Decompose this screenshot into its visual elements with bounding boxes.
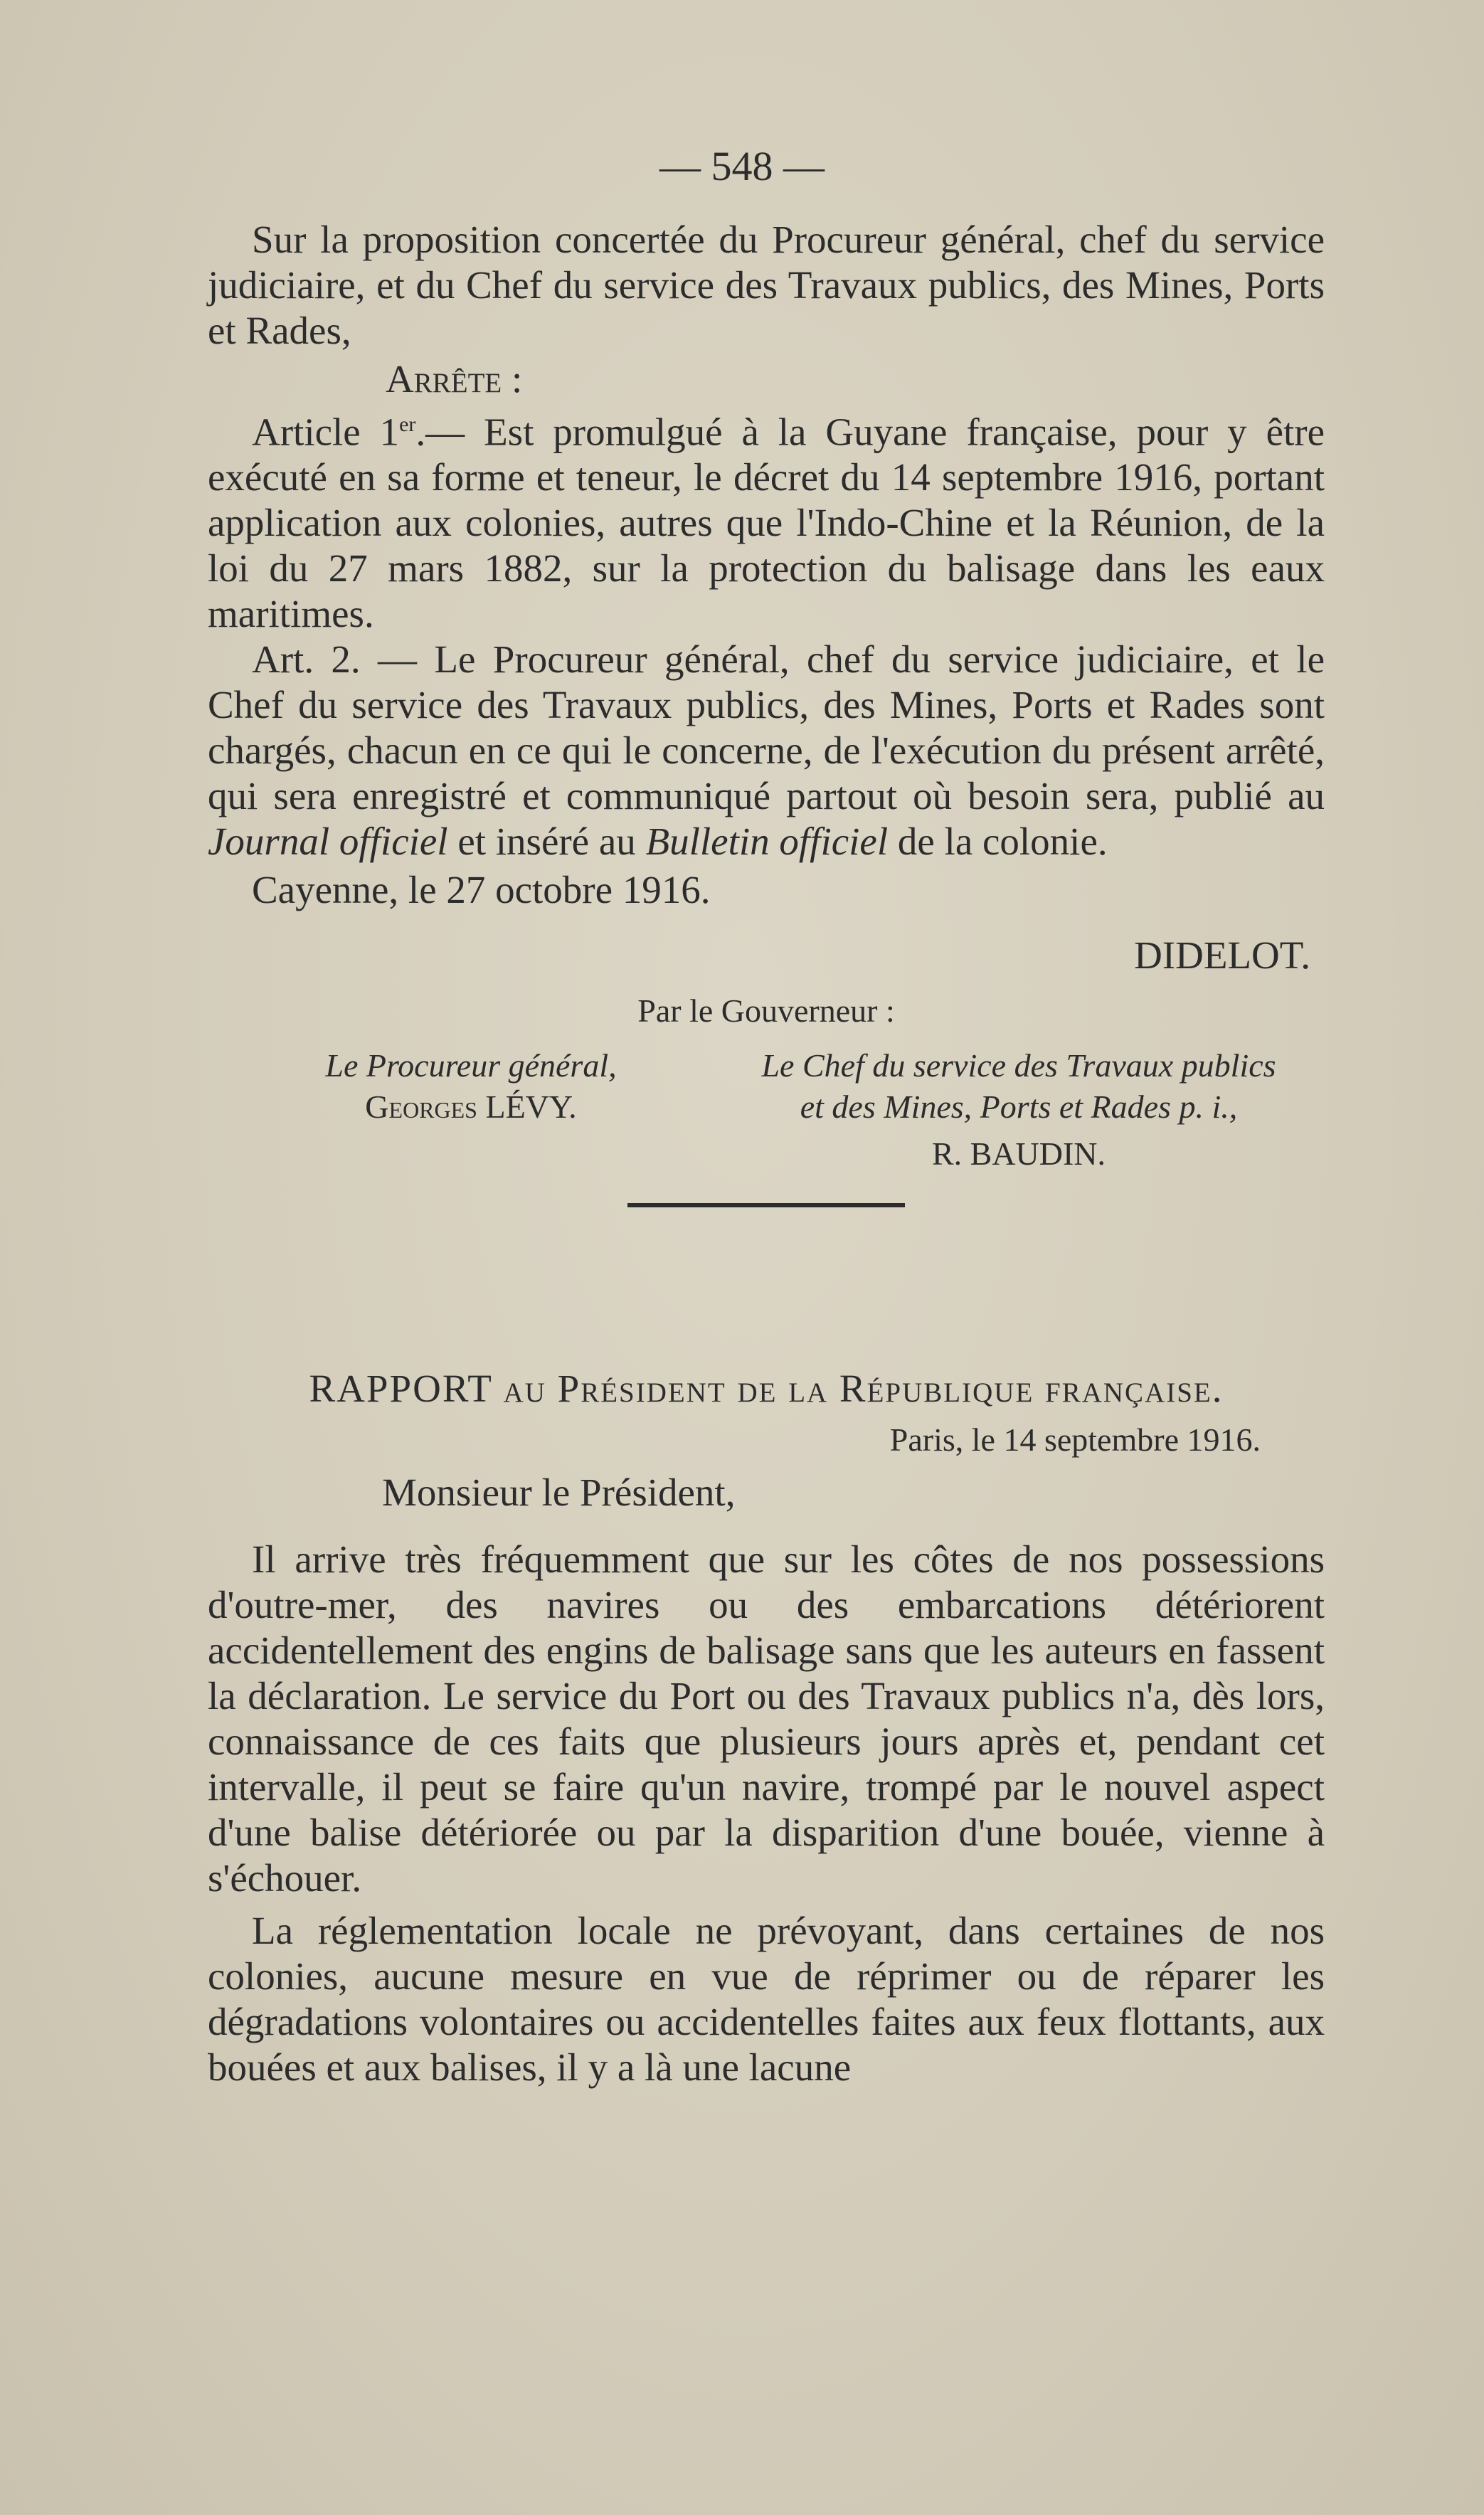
article-1-label: Article 1: [252, 410, 400, 454]
bulletin-officiel: Bulletin officiel: [645, 820, 889, 864]
right-signature-title-2: et des Mines, Ports et Rades p. i.,: [800, 1089, 1238, 1126]
rapport-paragraph-2: La réglementation locale ne prévoyant, dans certaines de nos colonies, aucune mesure en vue de réprimer ou de réparer les dégradations volontaires ou accidentelles faites aux feux flottants, aux bouées et aux balises, il y a là une lacune: [208, 1909, 1325, 2089]
rapport-place-date: Paris, le 14 septembre 1916.: [889, 1421, 1261, 1458]
rapport-title: RAPPORT au Président de la République française.: [309, 1367, 1224, 1410]
article-2: [208, 637, 1325, 864]
rapport-paragraph-1: Il arrive très fréquemment que sur les côtes de nos possessions d'outre-mer, des navires ou des embarcations détériorent accidentellement des engins de balisage sans que les auteurs en fassent la déclaration. Le service du Port ou des Travaux publics n'a, dès lors, connaissance de ces faits que plusieurs jours après et, pendant cet intervalle, il peut se faire qu'un navire, trompé par le nouvel aspect d'une balise détériorée ou par la disparition d'une bouée, vienne à s'échouer.: [208, 1537, 1325, 1900]
decree-section: [208, 217, 1325, 1207]
par-gouverneur: Par le Gouverneur :: [637, 992, 895, 1029]
article-1-sup: er: [399, 413, 416, 436]
place-date: Cayenne, le 27 octobre 1916.: [252, 868, 711, 912]
left-signature-name: Georges LÉVY.: [365, 1089, 577, 1126]
right-signature: [713, 1045, 1325, 1175]
right-signature-title-1: Le Chef du service des Travaux publics: [761, 1047, 1276, 1084]
intro-paragraph: Sur la proposition concertée du Procureur général, chef du service judiciaire, et du Chef du service des Travaux publics, des Mines, Ports et Rades,: [208, 218, 1325, 352]
signature-main: DIDELOT.: [1134, 933, 1310, 978]
salutation: Monsieur le Président,: [382, 1471, 736, 1514]
article-1-text: .— Est promulgué à la Guyane française, pour y être exécuté en sa forme et teneur, le décret du 14 septembre 1916, portant application aux colonies, autres que l'Indo-Chine et la Réunion, de la loi du 27 mars 1882, sur la protection du balisage dans les eaux maritimes.: [208, 410, 1325, 636]
article-1: [208, 402, 1325, 637]
journal-officiel: Journal officiel: [208, 820, 448, 864]
article-2-end: de la colonie.: [897, 820, 1108, 864]
signatures-row: [208, 1045, 1325, 1175]
right-signature-name: R. BAUDIN.: [931, 1135, 1106, 1172]
rapport-section: [208, 1366, 1325, 2090]
article-2-text: Art. 2. — Le Procureur général, chef du service judiciaire, et le Chef du service des Travaux publics, des Mines, Ports et Rades sont chargés, chacun en ce qui le concerne, de l'exécution du présent arrêté, qui sera enregistré et communiqué partout où besoin sera, publié au: [208, 637, 1325, 818]
page-number: — 548 —: [659, 143, 825, 189]
left-signature-title: Le Procureur général,: [325, 1047, 617, 1084]
left-signature: [208, 1045, 670, 1175]
section-divider: [627, 1203, 905, 1207]
article-2-mid: et inséré au: [457, 820, 636, 864]
arrete-heading: Arrête :: [386, 357, 523, 401]
